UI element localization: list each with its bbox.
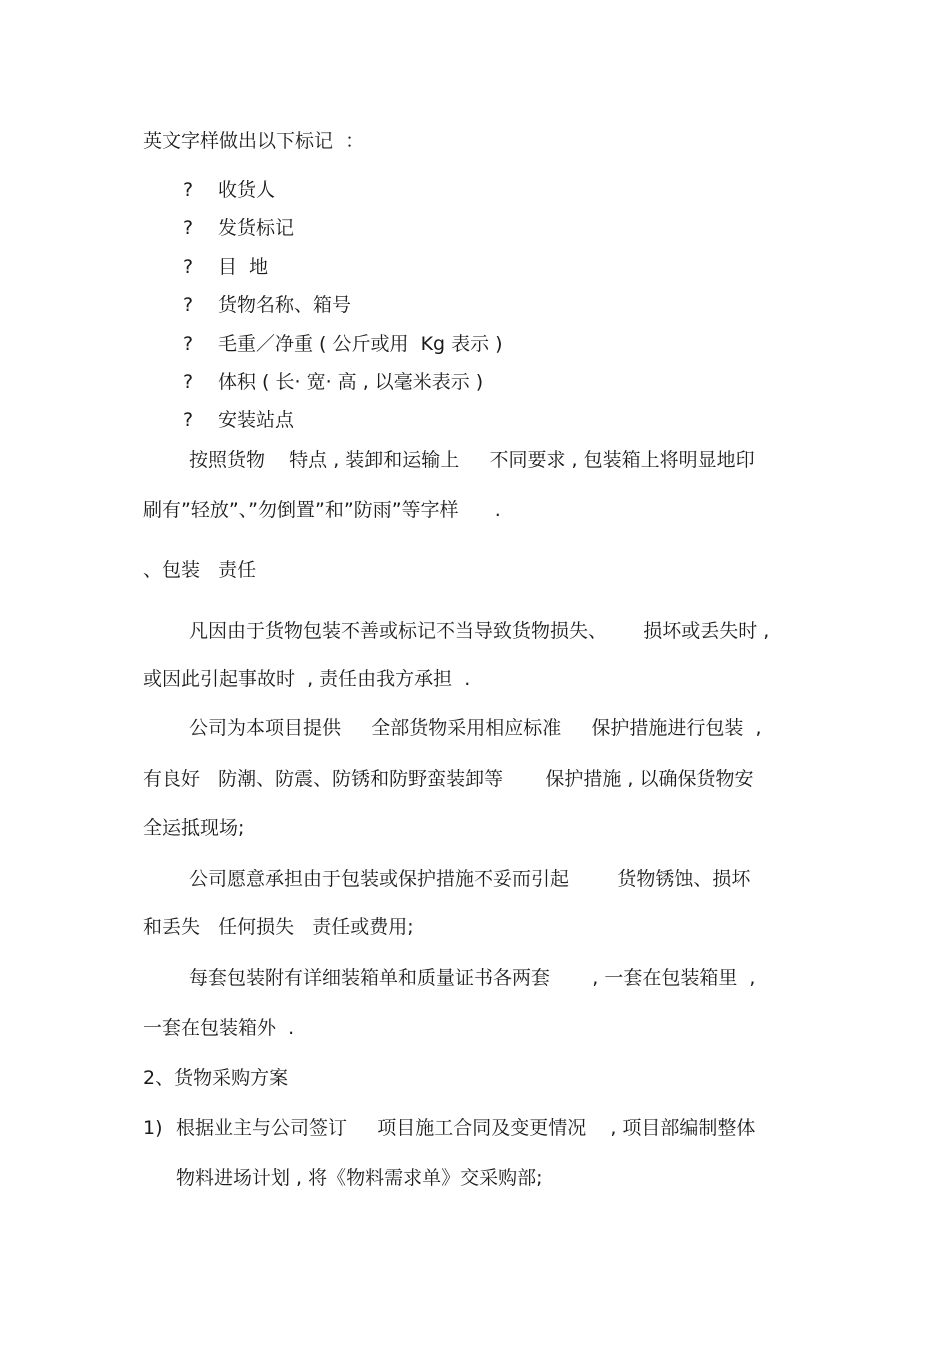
list-item-text: 货物名称、箱号 xyxy=(218,294,352,316)
bullet-mark: ? xyxy=(183,409,194,431)
bullet-mark: ? xyxy=(183,179,194,201)
bullet-mark: ? xyxy=(183,217,194,239)
section-heading-procurement-plan: 2、货物采购方案 xyxy=(143,1067,289,1089)
intro-text: 英文字样做出以下标记 ： xyxy=(143,130,365,152)
paragraph-line: 一套在包装箱外 . xyxy=(143,1017,295,1039)
list-item-text: 收货人 xyxy=(218,179,276,201)
section-heading-packing-responsibility: 、包装 责任 xyxy=(143,559,257,581)
paragraph-line: 全运抵现场; xyxy=(143,817,245,839)
bullet-mark: ? xyxy=(183,294,194,316)
list-item-text: 发货标记 xyxy=(218,217,295,239)
paragraph-line: 每套包装附有详细装箱单和质量证书各两套 , 一套在包装箱里 , xyxy=(189,967,756,989)
paragraph-line: 物料进场计划 , 将《物料需求单》交采购部; xyxy=(176,1167,543,1189)
paragraph-line: 有良好 防潮、防震、防锈和防野蛮装卸等 保护措施 , 以确保货物安 xyxy=(143,768,754,790)
paragraph-line: 刷有”轻放”、”勿倒置”和”防雨”等字样 . xyxy=(143,499,501,521)
paragraph-line: 或因此引起事故时 , 责任由我方承担 . xyxy=(143,668,471,690)
paragraph-line: 公司愿意承担由于包装或保护措施不妥而引起 货物锈蚀、损坏 xyxy=(189,868,751,890)
paragraph-line: 和丢失 任何损失 责任或费用; xyxy=(143,916,414,938)
paragraph-line: 凡因由于货物包装不善或标记不当导致货物损失、 损坏或丢失时 , xyxy=(189,620,770,642)
list-item-text: 安装站点 xyxy=(218,409,295,431)
list-item-text: 毛重／净重 ( 公斤或用 Kg 表示 ) xyxy=(218,333,503,355)
paragraph-line: 公司为本项目提供 全部货物采用相应标准 保护措施进行包装 , xyxy=(189,717,762,739)
bullet-mark: ? xyxy=(183,371,194,393)
item-number: 1) xyxy=(143,1117,163,1139)
bullet-mark: ? xyxy=(183,256,194,278)
bullet-mark: ? xyxy=(183,333,194,355)
list-item-text: 体积 ( 长· 宽· 高 , 以毫米表示 ) xyxy=(218,371,484,393)
paragraph-line: 根据业主与公司签订 项目施工合同及变更情况 , 项目部编制整体 xyxy=(176,1117,756,1139)
paragraph-line: 按照货物 特点 , 装卸和运输上 不同要求 , 包装箱上将明显地印 xyxy=(189,449,755,471)
list-item-text: 目 地 xyxy=(218,256,269,278)
